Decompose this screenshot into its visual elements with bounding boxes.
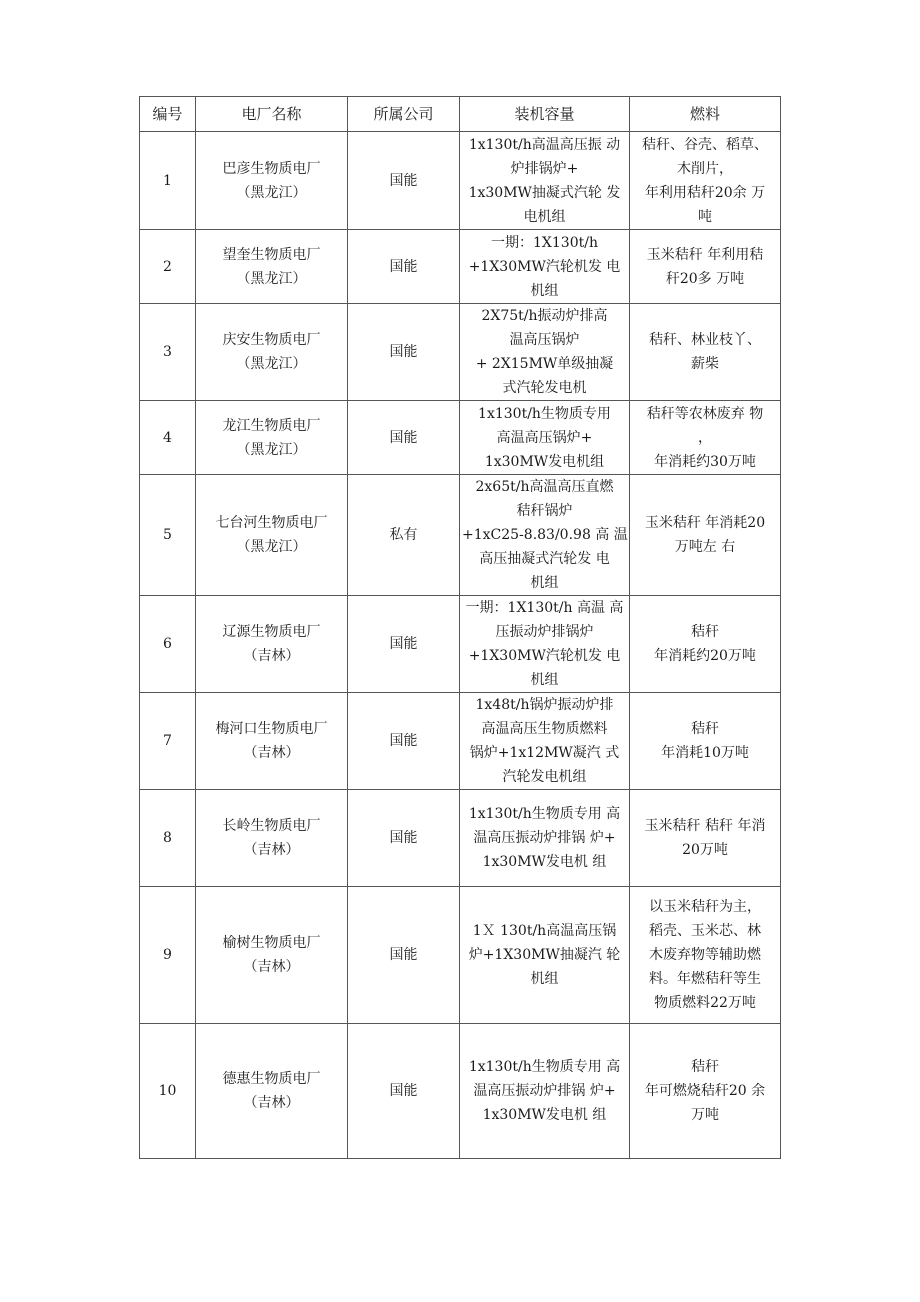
plant-name-line: （黑龙江）: [236, 356, 307, 372]
capacity-line: 一期：1X130t/h 高温 高: [465, 600, 624, 616]
plant-name: [196, 596, 348, 693]
fuel: [630, 304, 781, 401]
company: 国能: [348, 304, 460, 401]
header-row: [140, 97, 781, 132]
capacity-line: 机组: [530, 575, 559, 591]
fuel-line: 秸秆等农林废弃 物: [646, 405, 764, 422]
plant-name: [196, 1024, 348, 1159]
capacity-line: + 2X15MW单级抽凝: [475, 356, 614, 372]
header-no: 编号: [140, 97, 196, 132]
plant-name-line: （吉林）: [243, 745, 300, 761]
plant-name-line: 榆树生物质电厂: [222, 935, 321, 951]
row-number: 1: [140, 132, 196, 230]
plant-name-line: （吉林）: [243, 648, 300, 664]
capacity-line: 压振动炉排锅炉: [495, 624, 594, 640]
plant-name: [196, 401, 348, 475]
company: 国能: [348, 230, 460, 304]
capacity: [460, 304, 630, 401]
fuel: [630, 596, 781, 693]
company: 国能: [348, 596, 460, 693]
plant-name-line: 巴彦生物质电厂: [222, 160, 321, 177]
plant-name-line: （吉林）: [243, 1095, 300, 1111]
capacity-line: 一期：1X130t/h: [491, 234, 598, 251]
fuel: [630, 887, 781, 1024]
capacity: [460, 475, 630, 596]
company: 国能: [348, 132, 460, 230]
company: 私有: [348, 475, 460, 596]
company: 国能: [348, 887, 460, 1024]
plant-name-line: 七台河生物质电厂: [215, 515, 328, 531]
capacity-line: 1Ｘ 130t/h高温高压锅: [472, 923, 617, 939]
capacity-line: +1X30MW汽轮机发 电: [468, 648, 621, 664]
capacity: [460, 790, 630, 887]
capacity-line: 1x30MW发电机组: [484, 453, 605, 470]
capacity-line: 1x130t/h生物质专用: [478, 405, 611, 422]
fuel-line: 物质燃料22万吨: [654, 995, 756, 1011]
capacity-line: 高温高压生物质燃料: [481, 721, 608, 737]
fuel-line: 玉米秸秆 秸秆 年消: [644, 818, 766, 834]
fuel: [630, 401, 781, 475]
capacity-line: 温高压振动炉排锅 炉+: [473, 830, 616, 846]
capacity-line: 1x130t/h生物质专用 高: [468, 806, 621, 822]
plant-name: [196, 475, 348, 596]
fuel-line: 年可燃烧秸秆20 余: [644, 1083, 766, 1099]
capacity-line: 炉排锅炉+: [510, 160, 579, 177]
capacity: [460, 230, 630, 304]
table-row: [140, 1024, 781, 1159]
fuel-line: 20万吨: [682, 842, 728, 858]
row-number: 3: [140, 304, 196, 401]
capacity-line: 1x130t/h高温高压振 动: [468, 136, 621, 153]
capacity-line: 1x30MW发电机 组: [482, 1107, 607, 1123]
capacity-line: 1x30MW抽凝式汽轮 发: [468, 184, 621, 201]
plant-name-line: 德惠生物质电厂: [222, 1071, 321, 1087]
row-number: 2: [140, 230, 196, 304]
capacity-line: 温高压振动炉排锅 炉+: [473, 1083, 616, 1099]
plant-name-line: （黑龙江）: [236, 184, 307, 201]
fuel: [630, 475, 781, 596]
table-row: [140, 230, 781, 304]
fuel-line: 料。年燃秸秆等生: [649, 971, 761, 987]
plant-name-line: （黑龙江）: [236, 539, 307, 555]
plant-name-line: （黑龙江）: [236, 270, 307, 287]
capacity-line: 机组: [530, 282, 559, 299]
fuel-line: 秸秆: [691, 721, 719, 737]
fuel-line: ，: [698, 429, 712, 446]
table-row: [140, 790, 781, 887]
fuel-line: 秸秆、谷壳、稻草、: [642, 136, 768, 153]
company: 国能: [348, 790, 460, 887]
plant-name-line: 梅河口生物质电厂: [215, 721, 328, 737]
capacity-line: 秸秆锅炉: [516, 503, 573, 519]
plant-name: [196, 132, 348, 230]
fuel-line: 万吨左 右: [674, 539, 736, 555]
header-capacity: 装机容量: [460, 97, 630, 132]
fuel-line: 秸秆、林业枝丫、: [649, 332, 761, 348]
plant-name: [196, 230, 348, 304]
capacity-line: 电机组: [523, 208, 566, 225]
capacity-line: 汽轮发电机组: [502, 769, 587, 785]
plant-name: [196, 304, 348, 401]
fuel-line: 稻壳、玉米芯、林: [649, 923, 761, 939]
fuel-line: 秆20多 万吨: [665, 270, 745, 287]
table-row: [140, 596, 781, 693]
company: 国能: [348, 401, 460, 475]
plant-name: [196, 887, 348, 1024]
capacity-line: 1x48t/h锅炉振动炉排: [475, 697, 614, 713]
fuel-line: 秸秆: [691, 624, 719, 640]
fuel-line: 万吨: [691, 1107, 719, 1123]
row-number: 10: [140, 1024, 196, 1159]
table-row: [140, 887, 781, 1024]
plant-name-line: 长岭生物质电厂: [222, 818, 321, 834]
capacity-line: 2x65t/h高温高压直燃: [475, 479, 614, 495]
capacity: [460, 596, 630, 693]
row-number: 6: [140, 596, 196, 693]
plant-name-line: 庆安生物质电厂: [222, 332, 321, 348]
capacity: [460, 693, 630, 790]
capacity-line: 高压抽凝式汽轮发 电: [479, 551, 610, 567]
plant-name-line: 望奎生物质电厂: [222, 246, 321, 263]
plant-name: [196, 790, 348, 887]
fuel-line: 秸秆: [691, 1059, 719, 1075]
fuel-line: 玉米秸秆 年消耗20: [644, 515, 766, 531]
table-row: [140, 304, 781, 401]
fuel: [630, 693, 781, 790]
fuel: [630, 132, 781, 230]
plant-name: [196, 693, 348, 790]
fuel: [630, 230, 781, 304]
fuel-line: 年利用秸秆20余 万: [644, 184, 766, 201]
fuel: [630, 1024, 781, 1159]
fuel-line: 玉米秸秆 年利用秸: [646, 246, 764, 263]
plant-name-line: 龙江生物质电厂: [222, 417, 321, 434]
capacity-line: 1x30MW发电机 组: [482, 854, 607, 870]
plant-name-line: （吉林）: [243, 959, 300, 975]
capacity-line: 锅炉+1x12MW凝汽 式: [469, 745, 620, 761]
capacity-line: 炉+1X30MW抽凝汽 轮: [468, 947, 621, 963]
fuel-line: 年消耗约30万吨: [654, 453, 756, 470]
row-number: 9: [140, 887, 196, 1024]
fuel-line: 木废弃物等辅助燃: [649, 947, 761, 963]
capacity-line: 高温高压锅炉+: [496, 429, 593, 446]
capacity-line: 机组: [530, 672, 559, 688]
fuel-line: 吨: [698, 208, 712, 225]
header-plant-name: 电厂名称: [196, 97, 348, 132]
fuel-line: 年消耗约20万吨: [654, 648, 756, 664]
company: 国能: [348, 693, 460, 790]
capacity-line: +1X30MW汽轮机发 电: [468, 258, 621, 275]
plant-name-line: （吉林）: [243, 842, 300, 858]
row-number: 7: [140, 693, 196, 790]
capacity-line: 1x130t/h生物质专用 高: [468, 1059, 621, 1075]
capacity-line: 2X75t/h振动炉排高: [481, 308, 608, 324]
capacity: [460, 132, 630, 230]
row-number: 8: [140, 790, 196, 887]
table-row: [140, 132, 781, 230]
capacity: [460, 1024, 630, 1159]
table-row: [140, 475, 781, 596]
capacity: [460, 887, 630, 1024]
capacity-line: 机组: [530, 971, 559, 987]
plant-name-line: 辽源生物质电厂: [222, 624, 321, 640]
capacity: [460, 401, 630, 475]
header-fuel: 燃料: [630, 97, 781, 132]
capacity-line: 温高压锅炉: [509, 332, 580, 348]
fuel-line: 年消耗10万吨: [661, 745, 749, 761]
company: 国能: [348, 1024, 460, 1159]
capacity-line: 式汽轮发电机: [502, 380, 587, 396]
table-row: [140, 401, 781, 475]
fuel-line: 以玉米秸秆为主，: [649, 899, 761, 915]
plant-name-line: （黑龙江）: [236, 441, 307, 458]
row-number: 4: [140, 401, 196, 475]
header-company: 所属公司: [348, 97, 460, 132]
fuel-line: 木削片，: [677, 160, 733, 177]
power-plant-table: [139, 96, 781, 1159]
fuel-line: 薪柴: [691, 356, 719, 372]
row-number: 5: [140, 475, 196, 596]
fuel: [630, 790, 781, 887]
capacity-line: +1xC25-8.83/0.98 高 温: [462, 527, 628, 543]
table-row: [140, 693, 781, 790]
